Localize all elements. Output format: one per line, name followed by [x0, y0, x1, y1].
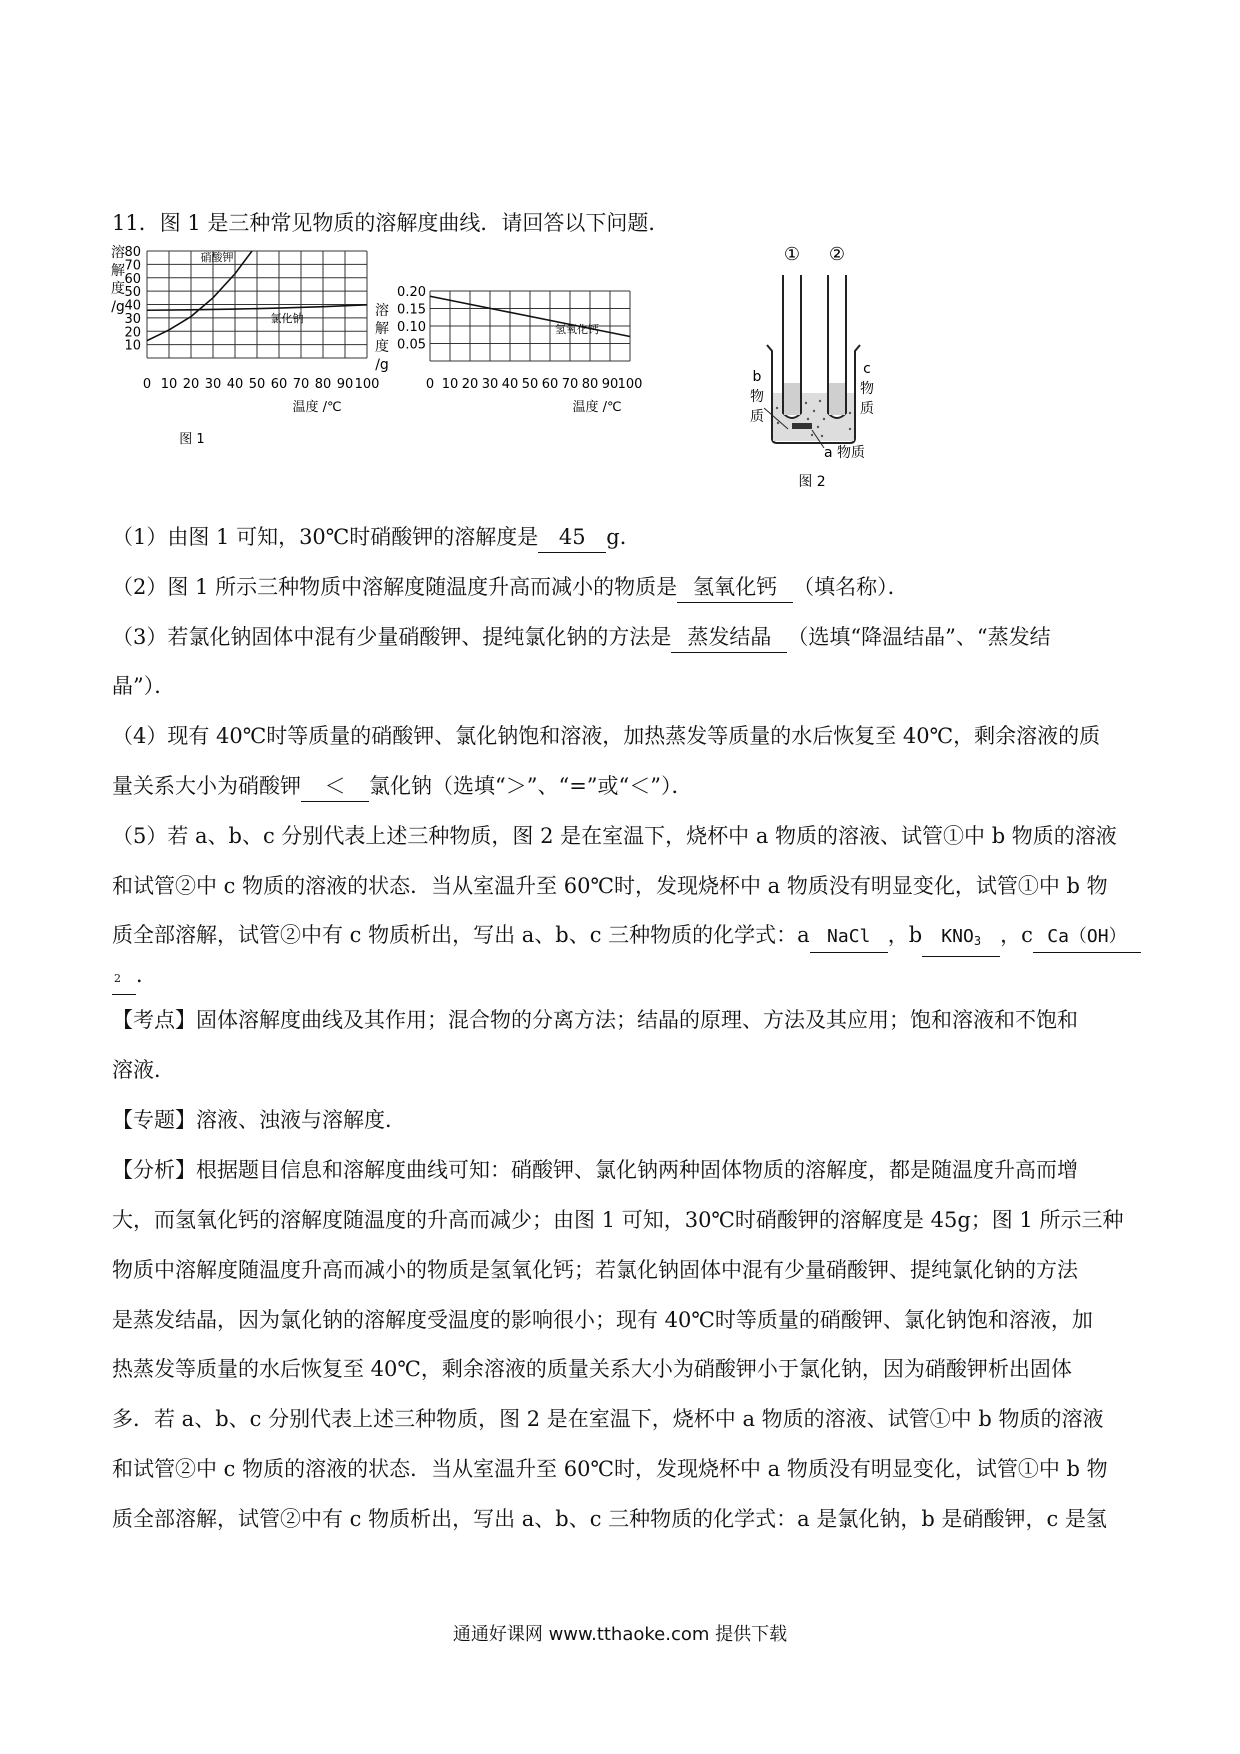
- chart1-x-tick: 40: [226, 377, 244, 392]
- kaodian-line-2: 溶液．: [112, 1058, 175, 1082]
- q2-text: （2）图 1 所示三种物质中溶解度随温度升高而减小的物质是: [112, 575, 678, 599]
- chart2-y-tick: 0.20: [397, 285, 426, 300]
- chart2-curve-label: 氢氧化钙: [555, 323, 599, 336]
- figure-svg: [111, 243, 874, 493]
- q4-answer: ＜: [301, 771, 369, 802]
- chart1-x-label: 温度 /℃: [292, 400, 342, 415]
- chart1-x-tick: 100: [354, 377, 380, 392]
- b-label-2: 物: [750, 389, 764, 405]
- zhuanti-line: [112, 1105, 1132, 1135]
- c-label-3: 质: [860, 401, 874, 417]
- q1-text: （1）由图 1 可知，30℃时硝酸钾的溶解度是: [112, 525, 539, 549]
- fenxi-line-2: 大，而氢氧化钙的溶解度随温度的升高而减少；由图 1 可知，30℃时硝酸钾的溶解度是 45g；图 1 所示三种: [112, 1208, 1124, 1232]
- q1-line: [112, 522, 1132, 553]
- chart2-x-tick: 90: [601, 377, 619, 392]
- chart1-y-tick: 40: [124, 298, 141, 314]
- chart1-y-tick: 20: [124, 325, 141, 341]
- figure-area: [111, 243, 874, 493]
- fenxi-line-6: 多．若 a、b、c 分别代表上述三种物质，图 2 是在室温下，烧杯中 a 物质的溶液、试管①中 b 物质的溶液: [112, 1407, 1104, 1431]
- q5-sep-c: ，c: [1000, 923, 1033, 947]
- tube2-label: ②: [828, 244, 846, 265]
- q5-line-1: （5）若 a、b、c 分别代表上述三种物质，图 2 是在室温下，烧杯中 a 物质的溶液、试管①中 b 物质的溶液: [112, 824, 1117, 848]
- chart1-y-tick: 60: [124, 271, 141, 287]
- chart1-y-label: 度: [111, 281, 125, 297]
- chart1-curve2-label: 氯化钠: [270, 312, 304, 325]
- q5-sep-b: ，b: [887, 923, 923, 947]
- fenxi-tag: 【分析】: [112, 1158, 196, 1182]
- footer-source: 通通好课网 www.tthaoke.com 提供下载: [452, 1624, 788, 1645]
- chart1-x-tick: 90: [336, 377, 354, 392]
- q5-answer-a: NaCl: [810, 922, 888, 953]
- fenxi-line-1: [112, 1155, 1132, 1185]
- chart2-y-tick: 0.05: [397, 337, 426, 353]
- fig2-caption: 图 2: [798, 474, 826, 490]
- tube2-solution: [829, 383, 845, 415]
- chart1-x-tick: 30: [204, 377, 222, 392]
- q1-post: g．: [606, 525, 641, 549]
- q4-line-2: [112, 771, 1132, 802]
- q5-answer-b-main: KNO: [941, 926, 974, 947]
- chart1-y-tick: 80: [124, 245, 141, 260]
- chart2-x-tick: 20: [461, 377, 479, 392]
- b-label-3: 质: [750, 409, 764, 425]
- kaodian-tag: 【考点】: [112, 1008, 196, 1032]
- chart1-y-tick: 70: [124, 258, 141, 274]
- chart1-x-tick: 20: [182, 377, 200, 392]
- chart2-y-tick: 0.10: [397, 320, 426, 335]
- q5-line-2: 和试管②中 c 物质的溶液的状态．当从室温升至 60℃时，发现烧杯中 a 物质没有明显变化，试管①中 b 物: [112, 874, 1108, 898]
- chart1-x-tick: 0: [142, 377, 152, 392]
- fenxi-line-3: 物质中溶解度随温度升高而减小的物质是氢氧化钙；若氯化钠固体中混有少量硝酸钾、提纯氯化钠的方法: [112, 1258, 1078, 1282]
- chart2-x-tick: 40: [501, 377, 519, 392]
- tube1-solution: [784, 383, 800, 415]
- q3-line-1: [112, 622, 1132, 653]
- chart2-y-tick: 0.15: [397, 302, 426, 318]
- chart2-x-tick: 0: [425, 377, 435, 392]
- q4-line-1: （4）现有 40℃时等质量的硝酸钾、氯化钠饱和溶液，加热蒸发等质量的水后恢复至 40℃，剩余溶液的质: [112, 724, 1101, 748]
- fenxi-text-1: 根据题目信息和溶解度曲线可知：硝酸钾、氯化钠两种固体物质的溶解度，都是随温度升高而增: [196, 1158, 1078, 1182]
- question-title: 11．图 1 是三种常见物质的溶解度曲线．请回答以下问题．: [112, 211, 670, 235]
- q3-answer: 蒸发结晶: [671, 622, 787, 653]
- chart2-y-label: /g: [375, 357, 389, 373]
- chart2-x-tick: 100: [617, 377, 643, 392]
- chart2-x-tick: 70: [561, 377, 579, 392]
- q5-line-4-end: ．: [136, 963, 157, 987]
- zhuanti-text: 溶液、浊液与溶解度．: [196, 1108, 406, 1132]
- c-label-1: c: [863, 361, 871, 377]
- chart1-y-tick: 10: [124, 338, 141, 354]
- chart1-y-label: /g: [111, 299, 125, 315]
- chart2-x-tick: 30: [481, 377, 499, 392]
- q3-post: （选填“降温结晶”、“蒸发结: [787, 625, 1051, 649]
- chart1-x-tick: 60: [270, 377, 288, 392]
- chart2-solubility-caoh2: [375, 285, 642, 415]
- chart2-y-label: 解: [375, 321, 389, 337]
- fenxi-line-4: 是蒸发结晶，因为氯化钠的溶解度受温度的影响很小；现有 40℃时等质量的硝酸钾、氯化钠饱和溶液，加: [112, 1308, 1093, 1332]
- chart1-x-tick: 10: [160, 377, 178, 392]
- kaodian-line-1: [112, 1005, 1132, 1035]
- q4-post: 氯化钠（选填“＞”、“=”或“＜”）．: [369, 774, 693, 798]
- q2-line: [112, 572, 1132, 603]
- chart1-x-tick: 80: [314, 377, 332, 392]
- chart2-y-label: 度: [375, 339, 389, 355]
- chart1-curve1-label: 硝酸钾: [200, 251, 234, 264]
- chart2-x-tick: 60: [541, 377, 559, 392]
- tube1-label: ①: [783, 244, 801, 265]
- fenxi-line-7: 和试管②中 c 物质的溶液的状态．当从室温升至 60℃时，发现烧杯中 a 物质没有明显变化，试管①中 b 物: [112, 1457, 1108, 1481]
- q4-text: 量关系大小为硝酸钾: [112, 774, 301, 798]
- q3-line-2: 晶”）．: [112, 674, 176, 698]
- a-label: a 物质: [824, 445, 866, 461]
- q5-answer-c-sub: 2: [112, 964, 136, 995]
- fenxi-line-8: 质全部溶解，试管②中有 c 物质析出，写出 a、b、c 三种物质的化学式：a 是氯化钠，b 是硝酸钾，c 是氢: [112, 1507, 1107, 1531]
- kaodian-text: 固体溶解度曲线及其作用；混合物的分离方法；结晶的原理、方法及其应用；饱和溶液和不饱和: [196, 1008, 1078, 1032]
- chart1-y-tick: 30: [124, 311, 141, 327]
- q3-text: （3）若氯化钠固体中混有少量硝酸钾、提纯氯化钠的方法是: [112, 625, 672, 649]
- beaker-diagram: [750, 244, 874, 490]
- chart1-y-tick: 50: [124, 285, 141, 301]
- b-label-1: b: [752, 369, 762, 385]
- q1-answer: 45: [538, 522, 606, 553]
- q5-answer-b: [922, 922, 1000, 957]
- fenxi-line-5: 热蒸发等质量的水后恢复至 40℃，剩余溶液的质量关系大小为硝酸钾小于氯化钠，因为硝酸钾析出固体: [112, 1357, 1072, 1381]
- q5-answer-c: Ca（OH）: [1033, 922, 1141, 953]
- chart2-x-tick: 50: [521, 377, 539, 392]
- chart1-x-tick: 70: [292, 377, 310, 392]
- q5-text: 质全部溶解，试管②中有 c 物质析出，写出 a、b、c 三种物质的化学式：a: [112, 923, 810, 947]
- chart2-x-tick: 10: [441, 377, 459, 392]
- c-label-2: 物: [860, 381, 874, 397]
- chart2-x-tick: 80: [581, 377, 599, 392]
- q2-post: （填名称）．: [793, 575, 909, 599]
- chart2-x-label: 温度 /℃: [572, 400, 622, 415]
- chart1-caption: 图 1: [179, 432, 205, 447]
- q5-answer-b-sub: 3: [973, 934, 982, 948]
- zhuanti-tag: 【专题】: [112, 1108, 196, 1132]
- q5-line-4: [112, 960, 1132, 995]
- chart1-y-label: 溶: [111, 245, 125, 261]
- chart1-x-tick: 50: [248, 377, 266, 392]
- q5-line-3: [112, 920, 1132, 957]
- q2-answer: 氢氧化钙: [677, 572, 793, 603]
- chart2-y-label: 溶: [375, 303, 389, 319]
- chart1-y-label: 解: [111, 263, 125, 279]
- a-crystal: [792, 423, 812, 429]
